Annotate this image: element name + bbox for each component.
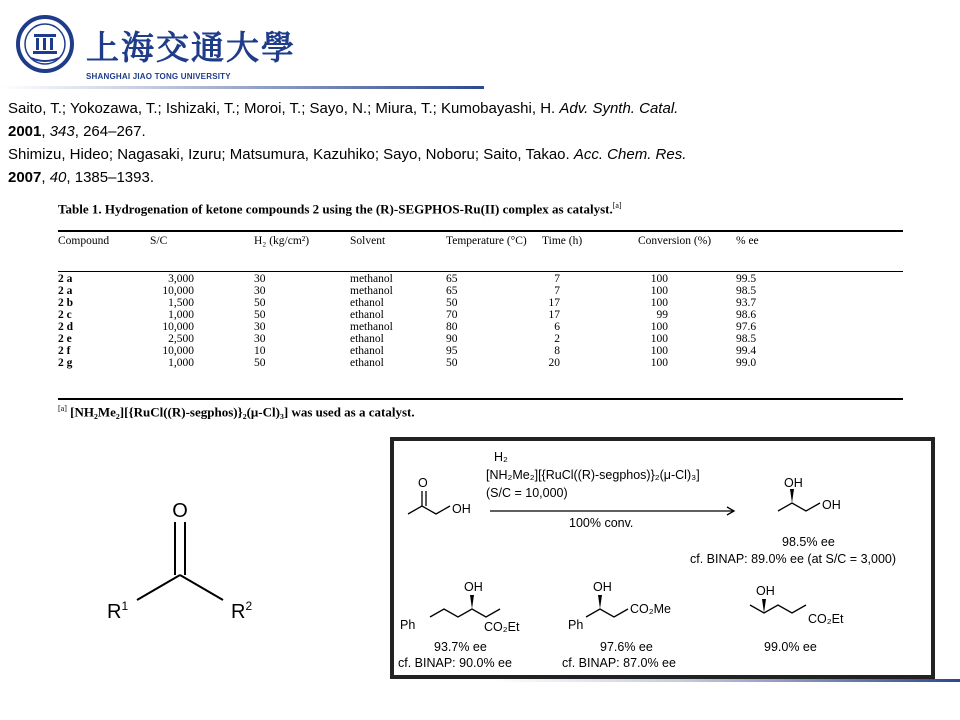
table-cell: 17 [548, 297, 560, 309]
r2-superscript: 2 [245, 599, 253, 613]
table-header-cell: Solvent [350, 235, 386, 247]
table-footnote-text: [NH₂Me₂][{RuCl((R)-segphos)}₂(μ-Cl)₃] was used as a catalyst. [70, 404, 415, 420]
table-cell: methanol [350, 321, 393, 333]
table-cell: 30 [254, 285, 266, 297]
table-cell: 99.5 [736, 273, 757, 285]
table-header-row [58, 235, 796, 265]
table-cell: 93.7 [736, 297, 757, 309]
reference-1-volume: 343 [49, 123, 75, 140]
hydrogenation-table [58, 201, 903, 420]
table-row [58, 321, 796, 333]
university-seal-icon [16, 14, 76, 76]
ex2-ph: Ph [568, 618, 584, 632]
table-footnote-mark: [a] [58, 404, 67, 413]
oxygen-label: O [172, 500, 188, 522]
reference-1-journal: Adv. Synth. Catal. [559, 100, 679, 117]
table-cell: methanol [350, 273, 393, 285]
table-row [58, 357, 796, 369]
table-cell: 100 [650, 333, 668, 345]
table-cell: 2 f [58, 345, 71, 357]
table-cell: 50 [446, 357, 458, 369]
reaction-scheme-drawing [394, 441, 931, 675]
table-cell: 1,500 [168, 297, 194, 309]
reference-2-line-1 [8, 143, 948, 166]
reference-1-authors: Saito, T.; Yokozawa, T.; Ishizaki, T.; Moroi, T.; Sayo, N.; Miura, T.; Kumobayashi, H. [8, 100, 560, 117]
table-body [58, 265, 796, 369]
table-cell: 1,000 [168, 309, 194, 321]
table-cell: 65 [446, 273, 458, 285]
table-cell: 10,000 [162, 321, 194, 333]
table-caption-mark: [a] [612, 201, 622, 210]
ex1-chain [430, 609, 500, 617]
r1-label [107, 599, 128, 623]
table-row [58, 333, 796, 345]
table-row [58, 285, 796, 297]
ex2-oh: OH [593, 580, 612, 594]
table-cell: 50 [254, 309, 266, 321]
table-cell: 99.0 [736, 357, 757, 369]
table-cell: 10,000 [162, 285, 194, 297]
reference-2-year: 2007 [8, 169, 42, 186]
table-cell: 100 [650, 273, 668, 285]
reagent-sc: (S/C = 10,000) [486, 486, 568, 500]
table-cell: 100 [650, 285, 668, 297]
table-cell: 2,500 [168, 333, 194, 345]
table-header-cell: Temperature (°C) [446, 235, 527, 247]
table-cell: 100 [650, 297, 668, 309]
table-cell: 30 [254, 273, 266, 285]
table-caption-text: Table 1. Hydrogenation of ketone compounds 2 using the (R)-SEGPHOS-Ru(II) complex as catalyst. [58, 201, 613, 217]
table-header-cell: Conversion (%) [638, 235, 712, 247]
table-cell: 100 [650, 321, 668, 333]
table-header-cell: Time (h) [542, 235, 583, 247]
table-cell: 2 d [58, 321, 74, 333]
footer-rule [490, 679, 960, 682]
table-cell: 2 a [58, 273, 73, 285]
table-footnote [58, 404, 415, 420]
reference-1-pages: , 264–267. [74, 123, 146, 140]
reference-2-journal: Acc. Chem. Res. [573, 146, 687, 163]
table-cell: 2 a [58, 285, 73, 297]
table-cell: 50 [446, 297, 458, 309]
header-rule [0, 86, 484, 89]
table-cell: 2 c [58, 309, 72, 321]
ex1-ph: Ph [400, 618, 416, 632]
table-cell: methanol [350, 285, 393, 297]
table-cell: 8 [554, 345, 560, 357]
table-cell: 99 [656, 309, 668, 321]
r2-bond [180, 575, 223, 600]
references [8, 97, 948, 189]
logo-english-name: SHANGHAI JIAO TONG UNIVERSITY [86, 72, 231, 81]
substrate-oh: OH [452, 502, 471, 516]
product-chain [778, 503, 820, 511]
table-cell: 50 [254, 297, 266, 309]
table-header-cell: S/C [150, 235, 168, 247]
table-cell: 95 [446, 345, 458, 357]
ex1-ee: 93.7% ee [434, 640, 487, 654]
ex1-oh: OH [464, 580, 483, 594]
ex1-co2et: CO₂Et [484, 620, 520, 634]
logo-chinese-name: 上海交通大學 [86, 28, 296, 67]
table-cell: 10,000 [162, 345, 194, 357]
table-cell: ethanol [350, 357, 384, 369]
table-cell: 50 [254, 357, 266, 369]
table-cell: 20 [548, 357, 560, 369]
table-cell: 6 [554, 321, 560, 333]
table-cell: 99.4 [736, 345, 757, 357]
table-cell: 30 [254, 333, 266, 345]
table-cell: 2 e [58, 333, 72, 345]
r2-letter: R [231, 601, 246, 623]
reaction-conversion: 100% conv. [569, 516, 634, 530]
table-row [58, 309, 796, 321]
ex2-binap: cf. BINAP: 87.0% ee [562, 656, 676, 670]
ex1-wedge [470, 595, 474, 609]
table-cell: 17 [548, 309, 560, 321]
table-cell: 30 [254, 321, 266, 333]
ex3-ee: 99.0% ee [764, 640, 817, 654]
table-cell: 3,000 [168, 273, 194, 285]
ex3-oh: OH [756, 584, 775, 598]
table-row [58, 297, 796, 309]
reference-1-year: 2001 [8, 123, 42, 140]
table-cell: 2 g [58, 357, 73, 369]
reference-2-authors: Shimizu, Hideo; Nagasaki, Izuru; Matsumura, Kazuhiko; Sayo, Noboru; Saito, Takao. [8, 146, 574, 163]
ex2-ee: 97.6% ee [600, 640, 653, 654]
substrate-oxygen: O [418, 476, 428, 490]
ex2-chain [586, 609, 628, 617]
reagent-h2: H₂ [494, 450, 508, 464]
table-cell: 7 [554, 285, 560, 297]
table-cell: 90 [446, 333, 458, 345]
ex3-chain [750, 605, 806, 613]
ketone-structure [95, 490, 295, 630]
table-row [58, 265, 796, 285]
table-cell: 65 [446, 285, 458, 297]
table-cell: 2 b [58, 297, 74, 309]
table-cell: 10 [254, 345, 266, 357]
r1-letter: R [107, 601, 122, 623]
table-grid [58, 235, 796, 369]
ketone-structure-drawing [95, 490, 295, 630]
table-row [58, 345, 796, 357]
ex2-wedge [598, 595, 602, 609]
table-cell: 98.5 [736, 285, 757, 297]
product-binap: cf. BINAP: 89.0% ee (at S/C = 3,000) [690, 552, 897, 566]
table-header-cell: H₂ (kg/cm²) [254, 235, 310, 247]
ex3-wedge [762, 599, 766, 613]
table-cell: 97.6 [736, 321, 757, 333]
reference-1-line-1 [8, 97, 948, 120]
university-logo [16, 14, 296, 81]
product-wedge [790, 489, 794, 503]
r1-superscript: 1 [121, 599, 129, 613]
table-cell: 70 [446, 309, 458, 321]
table-cell: 2 [554, 333, 560, 345]
table-header-cell: % ee [736, 235, 759, 247]
reagent-catalyst: [NH₂Me₂][{RuCl((R)-segphos)}₂(μ-Cl)₃] [486, 468, 700, 482]
table-cell: 98.6 [736, 309, 757, 321]
r2-label [231, 599, 252, 623]
table-cell: 100 [650, 345, 668, 357]
table-cell: ethanol [350, 309, 384, 321]
table-top-rule [58, 230, 903, 232]
product-ee: 98.5% ee [782, 535, 835, 549]
reference-1-line-2: 2001, 343, 264–267. [8, 123, 146, 140]
reaction-scheme [390, 437, 935, 679]
table-cell: 7 [554, 273, 560, 285]
table-cell: 100 [650, 357, 668, 369]
product-oh: OH [784, 476, 803, 490]
reference-2-volume: 40 [49, 169, 67, 186]
table-cell: ethanol [350, 297, 384, 309]
table-bottom-rule [58, 398, 903, 400]
table-caption [58, 201, 903, 217]
ex3-co2et: CO₂Et [808, 612, 844, 626]
reference-2-pages: , 1385–1393. [66, 169, 154, 186]
table-cell: ethanol [350, 345, 384, 357]
table-cell: 98.5 [736, 333, 757, 345]
table-cell: ethanol [350, 333, 384, 345]
ex2-co2me: CO₂Me [630, 602, 671, 616]
substrate-chain [408, 506, 450, 514]
r1-bond [137, 575, 180, 600]
ex1-binap: cf. BINAP: 90.0% ee [398, 656, 512, 670]
product-terminal-oh: OH [822, 498, 841, 512]
table-header-cell: Compound [58, 235, 110, 247]
reference-2-line-2: 2007, 40, 1385–1393. [8, 169, 154, 186]
table-cell: 1,000 [168, 357, 194, 369]
table-cell: 80 [446, 321, 458, 333]
